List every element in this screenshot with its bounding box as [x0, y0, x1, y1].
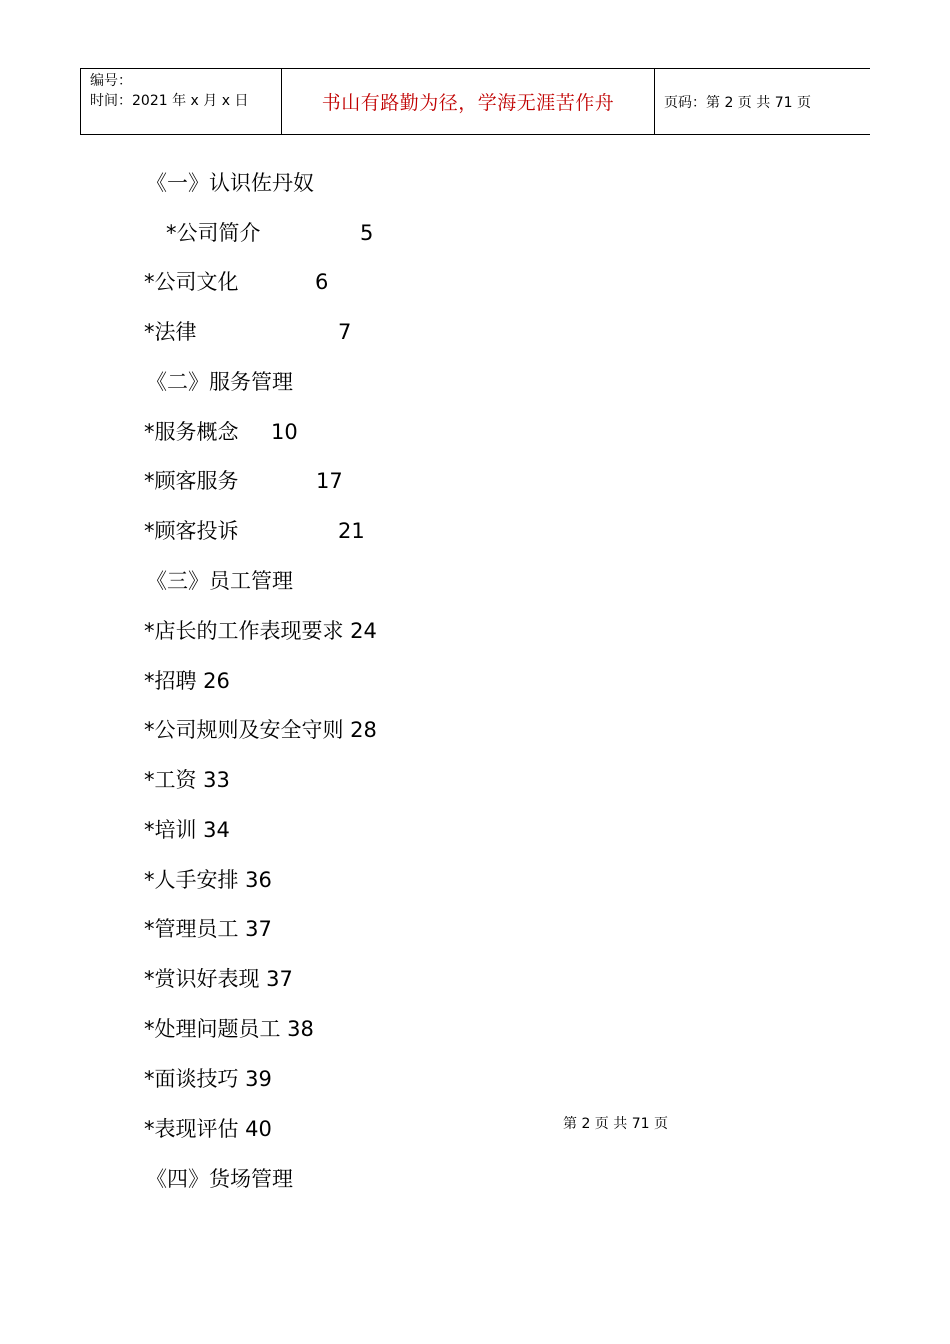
- toc-entry: [144, 867, 272, 893]
- toc-entry: [144, 1016, 314, 1042]
- toc-entry: [144, 717, 377, 743]
- footer-page-number: 第 2 页 共 71 页: [563, 1116, 668, 1132]
- toc-entry-page: 7: [338, 320, 352, 344]
- toc-entry-text: *处理问题员工 38: [144, 1017, 314, 1041]
- document-number-label: 编号：: [90, 73, 132, 89]
- toc-entry-page: 6: [315, 270, 329, 294]
- toc-entry-text: *面谈技巧 39: [144, 1067, 272, 1091]
- toc-entry: [144, 767, 230, 793]
- toc-entry-text: 《一》认识佐丹奴: [146, 171, 314, 195]
- header-page-number: 页码：第 2 页 共 71 页: [664, 94, 811, 111]
- toc-section-heading: [146, 568, 293, 594]
- toc-entry: [144, 817, 230, 843]
- toc-entry: [144, 319, 352, 345]
- toc-entry: [144, 1116, 272, 1142]
- toc-entry-text: *招聘 26: [144, 669, 230, 693]
- header-motto: 书山有路勤为径，学海无涯苦作舟: [282, 69, 655, 134]
- toc-section-heading: [146, 1166, 293, 1192]
- toc-entry-text: *表现评估 40: [144, 1117, 272, 1141]
- toc-entry: [144, 419, 298, 445]
- toc-section-heading: [146, 369, 293, 395]
- toc-entry-text: *公司规则及安全守则 28: [144, 718, 377, 742]
- toc-entry-page: 10: [271, 420, 298, 444]
- toc-entry-text: *公司简介: [166, 221, 261, 245]
- toc-entry-text: *管理员工 37: [144, 917, 272, 941]
- toc-entry: [144, 269, 329, 295]
- toc-entry-text: *培训 34: [144, 818, 230, 842]
- toc-entry: [144, 966, 293, 992]
- toc-entry: [144, 916, 272, 942]
- toc-entry-page: 17: [316, 469, 343, 493]
- toc-entry-text: 《四》货场管理: [146, 1167, 293, 1191]
- toc-entry: [166, 220, 374, 246]
- toc-entry-text: 《三》员工管理: [146, 569, 293, 593]
- toc-entry-text: *顾客投诉: [144, 519, 239, 543]
- toc-entry: [144, 618, 377, 644]
- toc-entry: [144, 468, 343, 494]
- toc-entry-text: *公司文化: [144, 270, 239, 294]
- toc-entry-text: *赏识好表现 37: [144, 967, 293, 991]
- toc-entry-text: *服务概念: [144, 420, 239, 444]
- toc-entry-text: *法律: [144, 320, 197, 344]
- toc-entry-page: 21: [338, 519, 365, 543]
- toc-entry: [144, 518, 365, 544]
- toc-entry-text: *人手安排 36: [144, 868, 272, 892]
- toc-entry-text: *工资 33: [144, 768, 230, 792]
- toc-entry-page: 5: [360, 221, 374, 245]
- toc-entry-text: *店长的工作表现要求 24: [144, 619, 377, 643]
- toc-entry-text: 《二》服务管理: [146, 370, 293, 394]
- toc-section-heading: [146, 170, 314, 196]
- document-date-label: 时间：2021 年 x 月 x 日: [90, 93, 249, 109]
- toc-entry: [144, 1066, 272, 1092]
- toc-entry-text: *顾客服务: [144, 469, 239, 493]
- toc-entry: [144, 668, 230, 694]
